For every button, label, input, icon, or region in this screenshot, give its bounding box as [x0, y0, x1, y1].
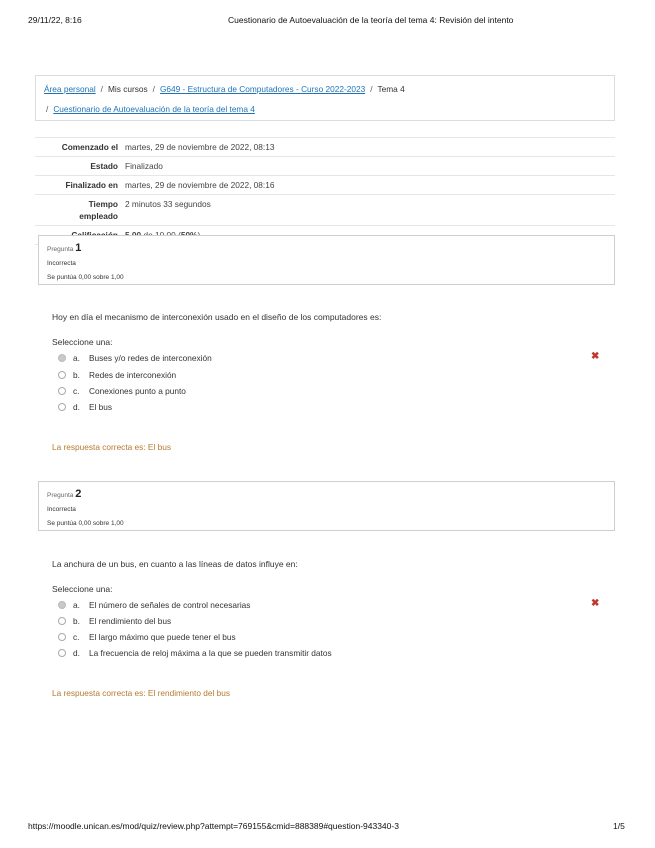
question-1-info — [38, 235, 615, 285]
summary-row-started: Comenzado el martes, 29 de noviembre de 2022, 08:13 — [35, 137, 615, 156]
radio-icon[interactable] — [58, 387, 66, 395]
summary-row-time: Tiempo empleado 2 minutos 33 segundos — [35, 194, 615, 225]
radio-selected-icon[interactable] — [58, 354, 66, 362]
radio-icon[interactable] — [58, 403, 66, 411]
question-1-correct-answer: La respuesta correcta es: El bus — [52, 442, 171, 452]
radio-icon[interactable] — [58, 371, 66, 379]
incorrect-icon: ✖ — [591, 598, 600, 609]
breadcrumb-my-courses: Mis cursos — [107, 84, 148, 94]
question-1-option-c[interactable]: c. Conexiones punto a punto — [58, 386, 186, 396]
question-2-correct-answer: La respuesta correcta es: El rendimiento del bus — [52, 688, 231, 698]
radio-icon[interactable] — [58, 617, 66, 625]
question-1-option-b[interactable]: b. Redes de interconexión — [58, 370, 176, 380]
summary-row-state: Estado Finalizado — [35, 156, 615, 175]
question-1-number: Pregunta 1 — [47, 242, 82, 254]
question-2-option-a[interactable]: a. El número de señales de control necesarias — [58, 600, 250, 610]
question-1-option-a[interactable]: a. Buses y/o redes de interconexión — [58, 353, 212, 363]
question-1-state: Incorrecta — [47, 260, 76, 267]
breadcrumb-topic: Tema 4 — [377, 84, 405, 94]
question-2-info — [38, 481, 615, 531]
summary-row-finished: Finalizado en martes, 29 de noviembre de 2022, 08:16 — [35, 175, 615, 194]
print-title: Cuestionario de Autoevaluación de la teoría del tema 4: Revisión del intento — [228, 15, 514, 25]
question-2-option-c[interactable]: c. El largo máximo que puede tener el bus — [58, 632, 236, 642]
incorrect-icon: ✖ — [591, 351, 600, 362]
question-1-text: Hoy en día el mecanismo de interconexión usado en el diseño de los computadores es: — [52, 312, 382, 322]
print-datetime: 29/11/22, 8:16 — [28, 15, 82, 25]
question-2-option-d[interactable]: d. La frecuencia de reloj máxima a la que se pueden transmitir datos — [58, 648, 332, 658]
radio-icon[interactable] — [58, 633, 66, 641]
question-2-option-b[interactable]: b. El rendimiento del bus — [58, 616, 171, 626]
radio-icon[interactable] — [58, 649, 66, 657]
breadcrumb-quiz-link[interactable]: Cuestionario de Autoevaluación de la teoría del tema 4 — [53, 104, 255, 114]
print-url: https://moodle.unican.es/mod/quiz/review.php?attempt=769155&cmid=888389#question-943340-3 — [28, 821, 399, 831]
question-1-option-d[interactable]: d. El bus — [58, 402, 112, 412]
print-page-number: 1/5 — [613, 821, 625, 831]
breadcrumb-home-link[interactable]: Área personal — [44, 84, 96, 94]
question-2-prompt: Seleccione una: — [52, 584, 113, 594]
radio-selected-icon[interactable] — [58, 601, 66, 609]
question-1-prompt: Seleccione una: — [52, 337, 113, 347]
question-2-grade: Se puntúa 0,00 sobre 1,00 — [47, 520, 124, 527]
breadcrumb-course-link[interactable]: G649 - Estructura de Computadores - Curso 2022-2023 — [159, 84, 366, 94]
breadcrumb: Área personal / Mis cursos / G649 - Estructura de Computadores - Curso 2022-2023 / Tema 4 / Cuestionario de Autoevaluación de la teoría del tema 4 — [35, 75, 615, 121]
question-1-grade: Se puntúa 0,00 sobre 1,00 — [47, 274, 124, 281]
question-2-text: La anchura de un bus, en cuanto a las líneas de datos influye en: — [52, 559, 298, 569]
question-2-number: Pregunta 2 — [47, 488, 82, 500]
question-2-state: Incorrecta — [47, 506, 76, 513]
attempt-summary-table — [35, 137, 615, 245]
